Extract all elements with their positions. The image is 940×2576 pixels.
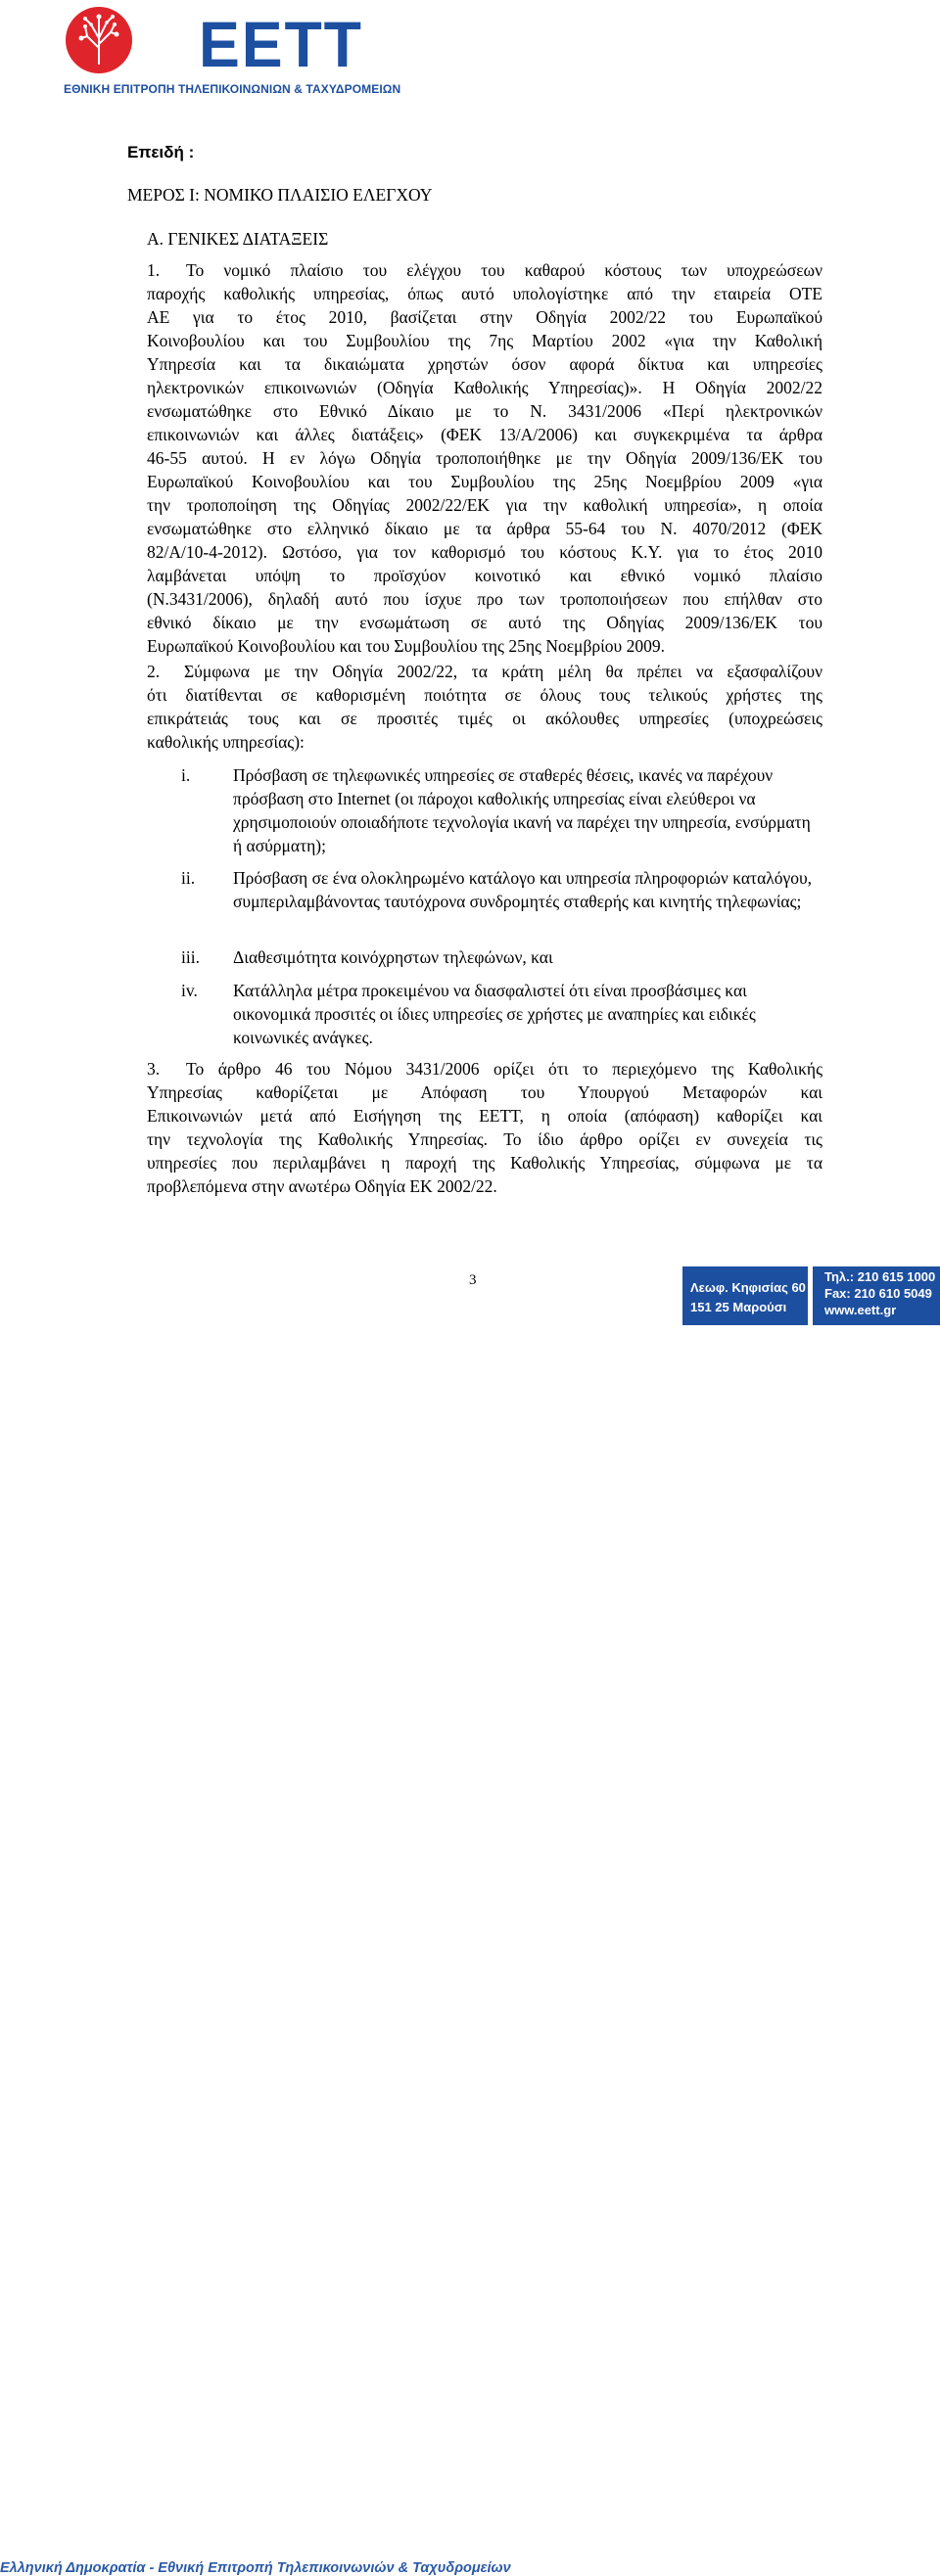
- text-line: (Ν.3431/2006), δηλαδή αυτό που ίσχυε προ των τροποποιήσεων που επήλθαν στο: [147, 589, 822, 609]
- paragraph-number: 3.: [147, 1059, 161, 1079]
- footer-contact: [813, 1266, 940, 1325]
- text-line: την τροποποίηση της Οδηγίας 2002/22/ΕΚ για την καθολική υπηρεσία», η οποία: [147, 495, 822, 515]
- section-title: Α. ΓΕΝΙΚΕΣ ΔΙΑΤΑΞΕΙΣ: [147, 229, 329, 249]
- text-line: επικοινωνιών και άλλες διατάξεις» (ΦΕΚ 13/Α/2006) και συγκεκριμένα τα άρθρα: [147, 425, 822, 444]
- text-line: Το νομικό πλαίσιο του ελέγχου του καθαρού κόστους των υποχρεώσεων: [186, 260, 822, 280]
- phone-number: Τηλ.: 210 615 1000: [824, 1269, 936, 1284]
- text-line: εθνικό δίκαιο με την ενσωμάτωση σε αυτό της Οδηγίας 2009/136/ΕΚ του: [147, 613, 822, 632]
- emblem-icon: [64, 5, 134, 75]
- paragraph-2: [147, 660, 822, 754]
- service-item-ii: [181, 866, 822, 913]
- text-line: ότι διατίθενται σε καθορισμένη ποιότητα σε όλους τους τελικούς χρήστες της: [147, 685, 822, 705]
- item-number: iii.: [181, 947, 200, 967]
- text-line: ελεύθεροι να χρησιμοποιούν οποιαδήποτε τεχνολογία ικανή να παρέχει: [233, 789, 756, 832]
- logo-wordmark: EETT: [199, 8, 363, 80]
- text-line: και οικονομικά προσιτές οι ίδιες υπηρεσίες σε χρήστες με αναπηρίες και: [233, 981, 747, 1024]
- text-line: υπηρεσίες που περιλαμβάνει η παροχή της Καθολικής Υπηρεσίας, σύμφωνα με τα: [147, 1153, 822, 1173]
- text-line: Πρόσβαση σε τηλεφωνικές υπηρεσίες σε σταθερές θέσεις, ικανές να: [233, 765, 704, 785]
- page-number: 3: [469, 1272, 477, 1288]
- text-line: ηλεκτρονικών επικοινωνιών (Οδηγία Καθολικής Υπηρεσίας)». Η Οδηγία 2002/22: [147, 378, 822, 397]
- text-line: προβλεπόμενα στην ανωτέρω Οδηγία ΕΚ 2002/22.: [147, 1176, 497, 1196]
- text-line: Υπηρεσία και τα δικαιώματα χρηστών όσον αφορά δίκτυα και υπηρεσίες: [147, 354, 822, 374]
- text-line: την τεχνολογία της Καθολικής Υπηρεσίας. Το ίδιο άρθρο ορίζει εν συνεχεία τις: [147, 1129, 822, 1149]
- service-item-iv: [181, 979, 822, 1049]
- website-link[interactable]: www.eett.gr: [824, 1303, 897, 1317]
- item-number: ii.: [181, 868, 196, 888]
- paragraph-3: [147, 1057, 822, 1198]
- text-line: και κινητής τηλεφωνίας;: [633, 892, 802, 911]
- item-number: iv.: [181, 981, 198, 1000]
- service-item-iii: [181, 945, 822, 969]
- fax-number: Fax: 210 610 5049: [824, 1286, 932, 1301]
- text-line: λαμβάνεται υπόψη το προϊσχύον κοινοτικό και εθνικό νομικό πλαίσιο: [147, 566, 822, 585]
- text-line: Επικοινωνιών μετά από Εισήγηση της ΕΕΤΤ, η οποία (απόφαση) καθορίζει και: [147, 1106, 822, 1126]
- text-line: 46-55 αυτού. Η εν λόγω Οδηγία τροποποιήθηκε με την Οδηγία 2009/136/ΕΚ του: [147, 448, 822, 468]
- address-street: Λεωφ. Κηφισίας 60: [690, 1280, 806, 1295]
- text-line: την υπηρεσία, ενσύρματη ή ασύρματη);: [233, 812, 811, 855]
- text-line: Ευρωπαϊκού Κοινοβουλίου και του Συμβουλίου της 25ης Νοεμβρίου 2009.: [147, 636, 665, 656]
- text-line: Πρόσβαση σε ένα ολοκληρωμένο κατάλογο και υπηρεσία πληροφοριών: [233, 868, 728, 888]
- paragraph-number: 2.: [147, 662, 161, 681]
- service-item-i: [181, 763, 822, 857]
- footer-motto: Ελληνική Δημοκρατία - Εθνική Επιτροπή Τηλεπικοινωνιών & Ταχυδρομείων: [0, 2560, 511, 2576]
- text-line: Ευρωπαϊκού Κοινοβουλίου και του Συμβουλίου της 25ης Νοεμβρίου 2009 «για: [147, 472, 822, 491]
- text-line: Διαθεσιμότητα κοινόχρηστων τηλεφώνων, και: [233, 947, 553, 967]
- item-number: i.: [181, 765, 191, 785]
- text-line: 82/Α/10-4-2012). Ωστόσο, για τον καθορισμό του κόστους Κ.Υ. για το έτος 2010: [147, 542, 822, 562]
- text-line: καταλόγου, συμπεριλαμβάνοντας ταυτόχρονα συνδρομητές σταθερής: [233, 868, 813, 911]
- text-line: καθολικής υπηρεσίας):: [147, 732, 305, 752]
- paragraph-1: [147, 258, 822, 658]
- text-line: παρέχουν πρόσβαση στο Internet (οι πάροχοι καθολικής υπηρεσίας είναι: [233, 765, 774, 808]
- text-line: Κοινοβουλίου και του Συμβουλίου της 7ης Μαρτίου 2002 «για την Καθολική: [147, 331, 822, 350]
- text-line: ειδικές κοινωνικές ανάγκες.: [233, 1004, 756, 1047]
- text-line: Το άρθρο 46 του Νόμου 3431/2006 ορίζει ότι το περιεχόμενο της Καθολικής: [186, 1059, 822, 1079]
- text-line: Σύμφωνα με την Οδηγία 2002/22, τα κράτη μέλη θα πρέπει να εξασφαλίζουν: [184, 662, 822, 681]
- organization-name: ΕΘΝΙΚΗ ΕΠΙΤΡΟΠΗ ΤΗΛΕΠΙΚΟΙΝΩΝΙΩΝ & ΤΑΧΥΔΡΟΜΕΙΩΝ: [64, 82, 401, 96]
- eett-logo: [64, 5, 401, 103]
- part-title: ΜΕΡΟΣ Ι: ΝΟΜΙΚΟ ΠΛΑΙΣΙΟ ΕΛΕΓΧΟΥ: [127, 185, 433, 205]
- text-line: Υπηρεσίας καθορίζεται με Απόφαση του Υπουργού Μεταφορών και: [147, 1082, 822, 1102]
- text-line: Κατάλληλα μέτρα προκειμένου να διασφαλιστεί ότι είναι προσβάσιμες: [233, 981, 721, 1000]
- text-line: επικράτειάς τους και σε προσιτές τιμές οι ακόλουθες υπηρεσίες (υποχρεώσεις: [147, 709, 822, 728]
- footer-address: [682, 1266, 808, 1325]
- text-line: ενσωματώθηκε στο Εθνικό Δίκαιο με το Ν. 3431/2006 «Περί ηλεκτρονικών: [147, 401, 822, 421]
- paragraph-number: 1.: [147, 260, 161, 280]
- text-line: παροχής καθολικής υπηρεσίας, όπως αυτό υπολογίστηκε από την εταιρεία ΟΤΕ: [147, 284, 822, 303]
- heading-since: Επειδή :: [127, 143, 195, 161]
- text-line: ενσωματώθηκε στο ελληνικό δίκαιο με τα άρθρα 55-64 του Ν. 4070/2012 (ΦΕΚ: [147, 519, 822, 538]
- address-city: 151 25 Μαρούσι: [690, 1300, 787, 1314]
- text-line: ΑΕ για το έτος 2010, βασίζεται στην Οδηγία 2002/22 του Ευρωπαϊκού: [147, 307, 822, 327]
